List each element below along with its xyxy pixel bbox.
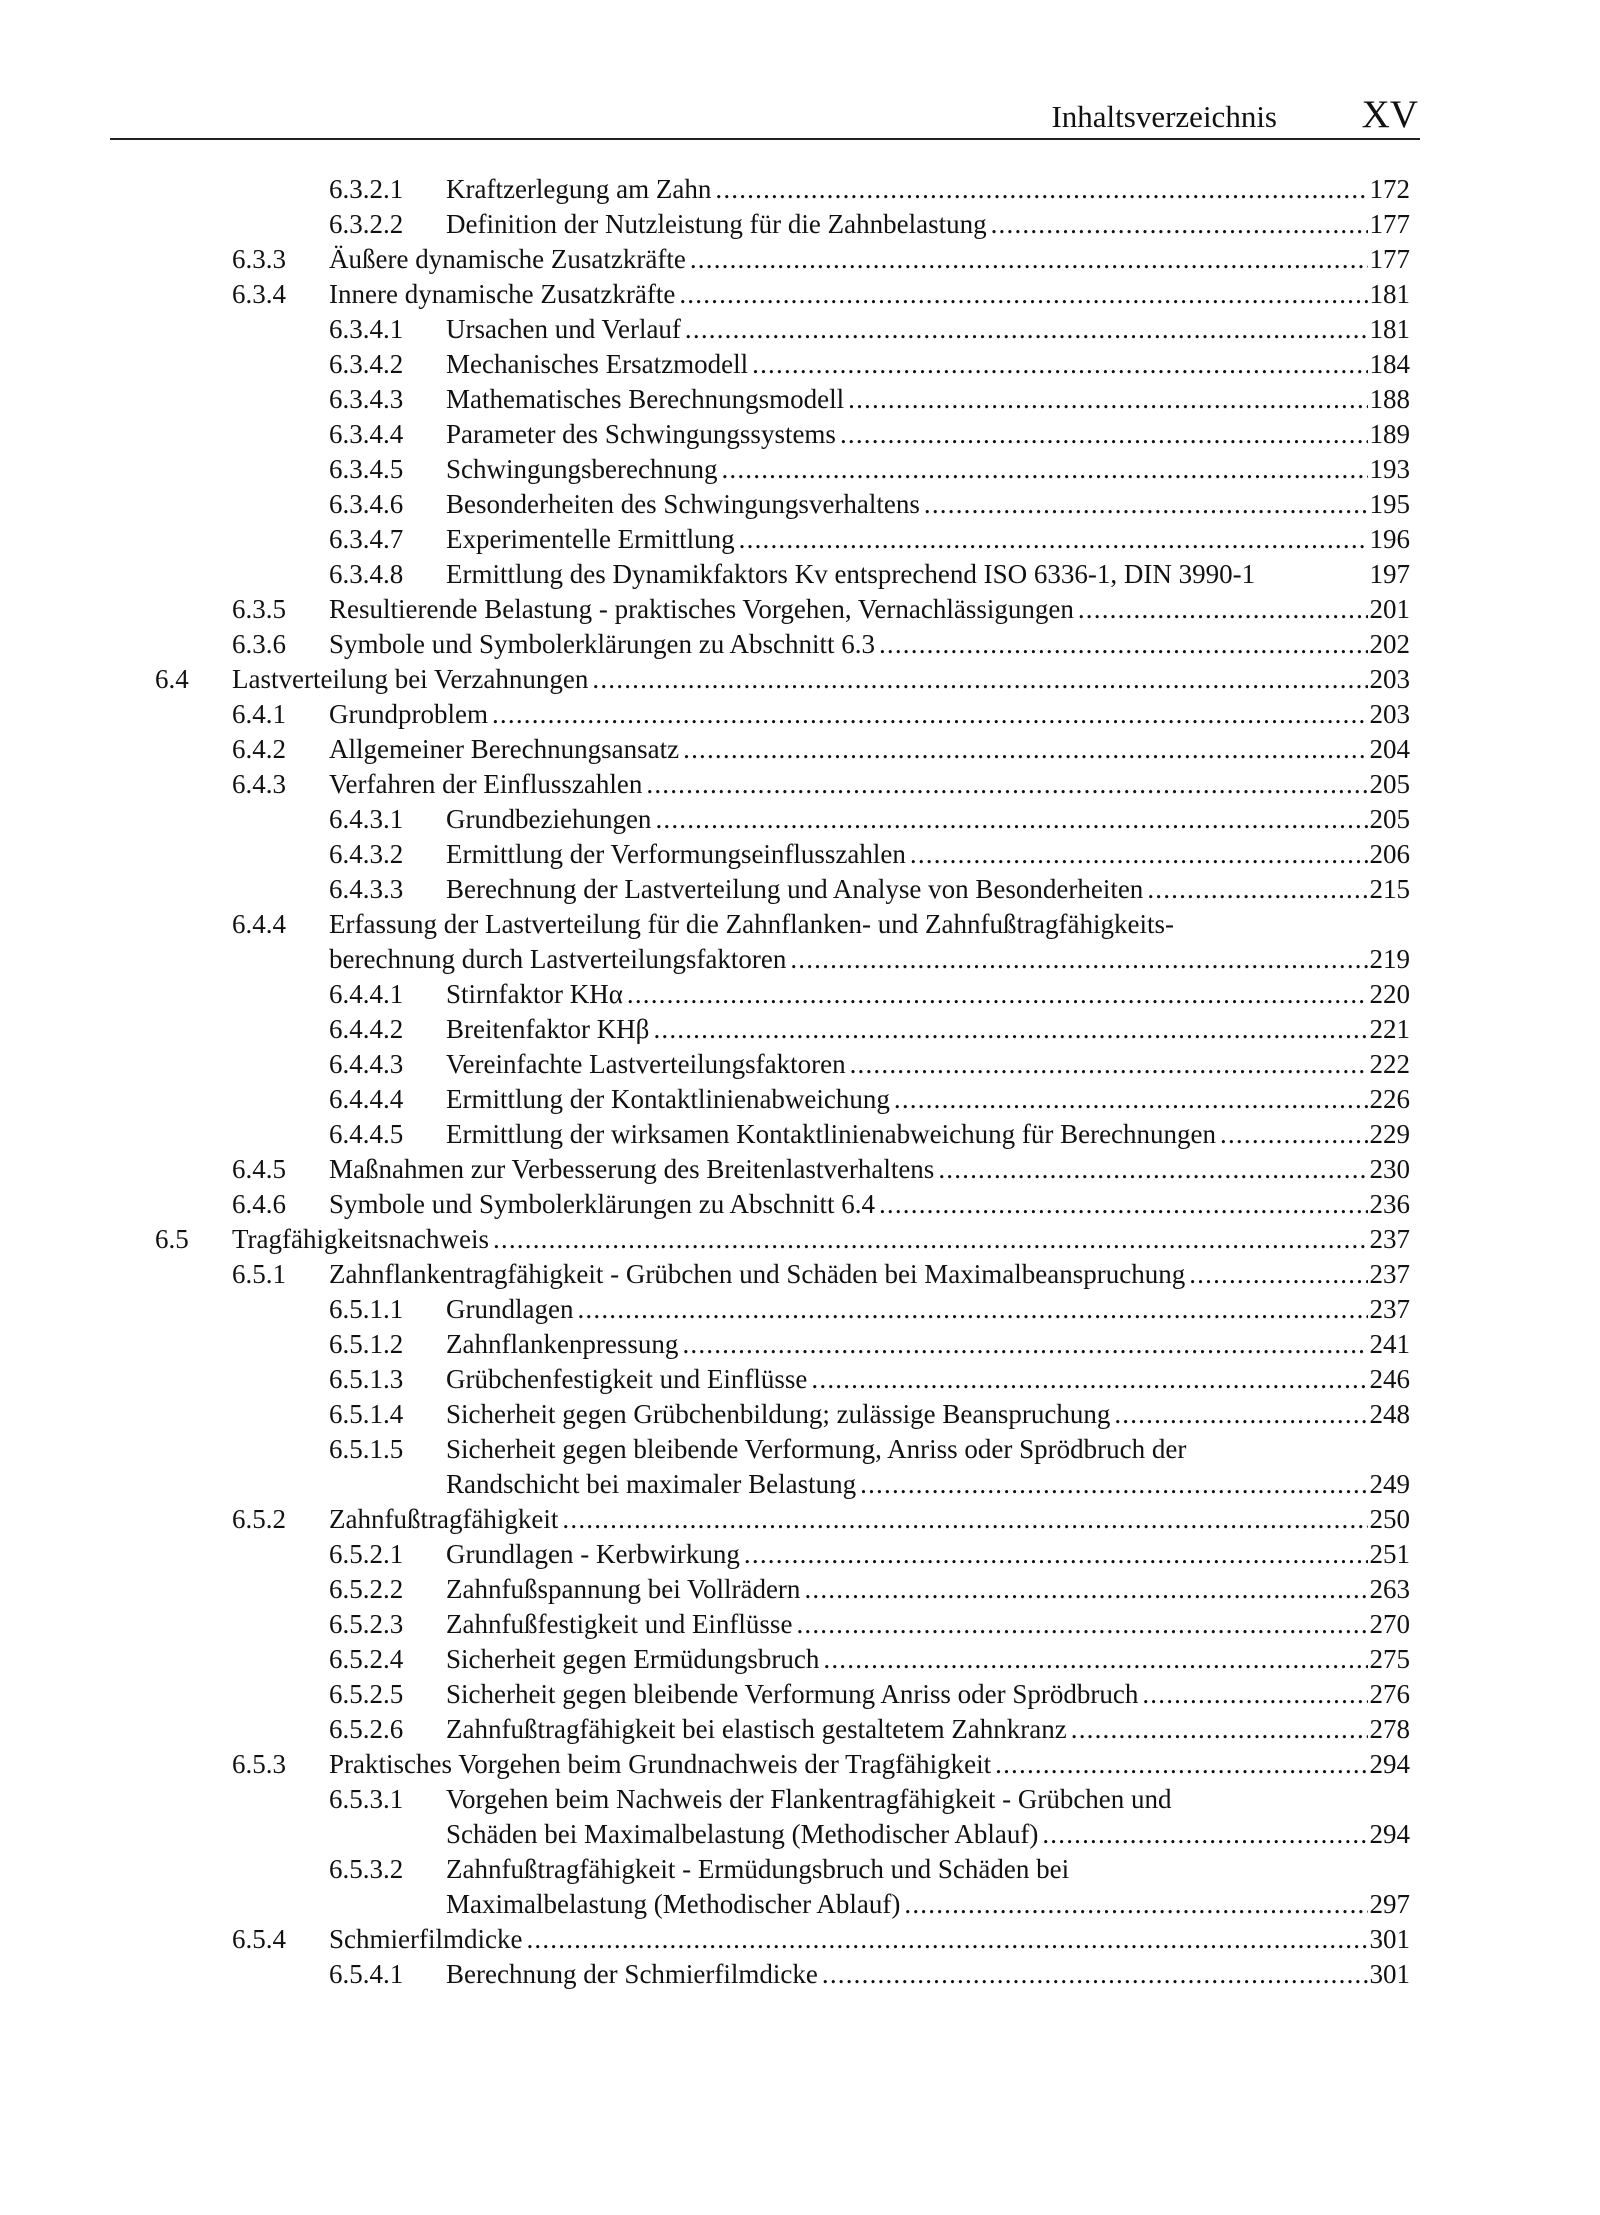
- toc-entry-title: Verfahren der Einflusszahlen: [329, 769, 643, 799]
- toc-entry-title: Resultierende Belastung - praktisches Vorgehen, Vernachlässigungen: [329, 594, 1074, 624]
- toc-entry-number: 6.5.1.3: [329, 1364, 404, 1394]
- toc-entry-title: Ermittlung der wirksamen Kontaktlinienabweichung für Berechnungen: [446, 1119, 1217, 1149]
- toc-entry-title: Maximalbelastung (Methodischer Ablauf): [446, 1889, 901, 1919]
- dot-leader: [685, 312, 1368, 347]
- toc-entry: [155, 277, 1410, 312]
- toc-entry-page: 301: [1369, 1959, 1410, 1989]
- toc-entry-number: 6.3.4: [232, 279, 286, 309]
- toc-entry: [155, 907, 1410, 942]
- toc-entry-title: Maßnahmen zur Verbesserung des Breitenlastverhaltens: [329, 1154, 935, 1184]
- dot-leader: [840, 417, 1368, 452]
- toc-entry-page: 251: [1369, 1539, 1410, 1569]
- toc-entry: [155, 522, 1410, 557]
- toc-entry-title: Ermittlung der Kontaktlinienabweichung: [446, 1084, 890, 1114]
- toc-entry-number: 6.5.2.3: [329, 1609, 404, 1639]
- toc-entry: [155, 347, 1410, 382]
- toc-entry-number: 6.5.2.6: [329, 1714, 404, 1744]
- toc-entry: [155, 1397, 1410, 1432]
- toc-entry-title: Sicherheit gegen Grübchenbildung; zulässige Beanspruchung: [446, 1399, 1111, 1429]
- toc-entry-number: 6.4: [155, 664, 189, 694]
- toc-entry-number: 6.5.2.2: [329, 1574, 404, 1604]
- toc-entry-page: 294: [1369, 1819, 1410, 1849]
- toc-entry-title: Ermittlung der Verformungseinflusszahlen: [446, 839, 906, 869]
- toc-entry-page: 215: [1369, 874, 1410, 904]
- toc-entry-number: 6.4.3.2: [329, 839, 404, 869]
- toc-entry-title: Zahnfußfestigkeit und Einflüsse: [446, 1609, 793, 1639]
- toc-entry-title: Erfassung der Lastverteilung für die Zahnflanken- und Zahnfußtragfähigkeits-: [329, 909, 1174, 939]
- toc-entry: [155, 627, 1410, 662]
- toc-entry-page: 197: [1369, 559, 1410, 589]
- toc-entry-title: Schmierfilmdicke: [329, 1924, 523, 1954]
- toc-entry-page: 193: [1369, 454, 1410, 484]
- toc-entry: [155, 697, 1410, 732]
- toc-entry-number: 6.5.1.1: [329, 1294, 404, 1324]
- toc-entry-title: Kraftzerlegung am Zahn: [446, 174, 712, 204]
- toc-entry-title: Grundbeziehungen: [446, 804, 652, 834]
- toc-entry: [155, 1222, 1410, 1257]
- toc-entry-page: 294: [1369, 1749, 1410, 1779]
- toc-entry-title: Stirnfaktor KHα: [446, 979, 623, 1009]
- toc-entry: [155, 382, 1410, 417]
- dot-leader: [811, 1362, 1367, 1397]
- dot-leader: [1071, 1712, 1368, 1747]
- toc-entry-title: Grundproblem: [329, 699, 488, 729]
- toc-entry-page: 276: [1369, 1679, 1410, 1709]
- toc-entry: [155, 1117, 1410, 1152]
- toc-entry-title: Berechnung der Schmierfilmdicke: [446, 1959, 818, 1989]
- toc-entry-title: Vereinfachte Lastverteilungsfaktoren: [446, 1049, 846, 1079]
- dot-leader: [904, 1887, 1367, 1922]
- toc-entry-number: 6.4.1: [232, 699, 286, 729]
- dot-leader: [682, 1327, 1367, 1362]
- toc-entry: [155, 1712, 1410, 1747]
- toc-entry-number: 6.3.4.4: [329, 419, 404, 449]
- toc-entry-page: 220: [1369, 979, 1410, 1009]
- toc-entry: [155, 1152, 1410, 1187]
- toc-entry: [155, 1817, 1410, 1852]
- toc-entry-title: Vorgehen beim Nachweis der Flankentragfähigkeit - Grübchen und: [446, 1784, 1172, 1814]
- dot-leader: [848, 382, 1367, 417]
- toc-entry: [155, 837, 1410, 872]
- toc-entry-title: berechnung durch Lastverteilungsfaktoren: [329, 944, 787, 974]
- dot-leader: [1189, 1257, 1367, 1292]
- toc-entry-page: 177: [1369, 209, 1410, 239]
- toc-entry-number: 6.5.3: [232, 1749, 286, 1779]
- dot-leader: [679, 277, 1367, 312]
- toc-entry-title: Ermittlung des Dynamikfaktors Kv entsprechend ISO 6336-1, DIN 3990-1: [446, 559, 1256, 589]
- toc-entry: [155, 1957, 1410, 1992]
- toc-entry-number: 6.5.2: [232, 1504, 286, 1534]
- toc-entry-page: 237: [1369, 1294, 1410, 1324]
- toc-entry: [155, 872, 1410, 907]
- dot-leader: [879, 627, 1368, 662]
- dot-leader: [850, 1047, 1368, 1082]
- toc-entry-title: Randschicht bei maximaler Belastung: [446, 1469, 857, 1499]
- toc-entry-number: 6.3.4.7: [329, 524, 404, 554]
- toc-entry-title: Definition der Nutzleistung für die Zahnbelastung: [446, 209, 987, 239]
- toc-entry-title: Mechanisches Ersatzmodell: [446, 349, 749, 379]
- toc-entry: [155, 1012, 1410, 1047]
- toc-entry-page: 250: [1369, 1504, 1410, 1534]
- toc-entry-number: 6.4.3.3: [329, 874, 404, 904]
- dot-leader: [721, 452, 1367, 487]
- toc-entry-page: 188: [1369, 384, 1410, 414]
- toc-entry: [155, 452, 1410, 487]
- toc-entry-title: Experimentelle Ermittlung: [446, 524, 735, 554]
- toc-entry-page: 204: [1369, 734, 1410, 764]
- toc-entry-number: 6.5.3.1: [329, 1784, 404, 1814]
- page-number: XV: [1361, 93, 1418, 136]
- dot-leader: [938, 1152, 1367, 1187]
- toc-entry-page: 230: [1369, 1154, 1410, 1184]
- toc-entry-page: 222: [1369, 1049, 1410, 1079]
- toc-entry: [155, 1887, 1410, 1922]
- toc-entry-page: 205: [1369, 804, 1410, 834]
- dot-leader: [715, 172, 1367, 207]
- dot-leader: [752, 347, 1367, 382]
- toc-entry-title: Lastverteilung bei Verzahnungen: [232, 664, 589, 694]
- toc-entry-page: 237: [1369, 1224, 1410, 1254]
- toc-entry-number: 6.5.1: [232, 1259, 286, 1289]
- toc-entry-page: 278: [1369, 1714, 1410, 1744]
- toc-entry-page: 203: [1369, 699, 1410, 729]
- dot-leader: [1142, 1677, 1367, 1712]
- toc-entry-title: Innere dynamische Zusatzkräfte: [329, 279, 676, 309]
- dot-leader: [924, 487, 1368, 522]
- toc-entry-number: 6.3.4.2: [329, 349, 404, 379]
- toc-entry-number: 6.5.4.1: [329, 1959, 404, 1989]
- dot-leader: [823, 1642, 1367, 1677]
- toc-entry: [155, 1467, 1410, 1502]
- table-of-contents: [155, 172, 1410, 1992]
- toc-entry-title: Sicherheit gegen bleibende Verformung Anriss oder Sprödbruch: [446, 1679, 1139, 1709]
- dot-leader: [744, 1537, 1368, 1572]
- toc-entry: [155, 312, 1410, 347]
- toc-entry-page: 205: [1369, 769, 1410, 799]
- dot-leader: [1114, 1397, 1367, 1432]
- toc-entry-page: 221: [1369, 1014, 1410, 1044]
- dot-leader: [1042, 1817, 1367, 1852]
- dot-leader: [1147, 872, 1367, 907]
- toc-entry: [155, 242, 1410, 277]
- toc-entry-title: Zahnfußtragfähigkeit bei elastisch gestaltetem Zahnkranz: [446, 1714, 1067, 1744]
- toc-entry-title: Zahnflankenpressung: [446, 1329, 679, 1359]
- toc-entry: [155, 1852, 1410, 1887]
- toc-entry: [155, 1782, 1410, 1817]
- toc-entry-page: 184: [1369, 349, 1410, 379]
- toc-entry-title: Grundlagen - Kerbwirkung: [446, 1539, 740, 1569]
- toc-entry-page: 202: [1369, 629, 1410, 659]
- toc-entry: [155, 662, 1410, 697]
- dot-leader: [1220, 1117, 1367, 1152]
- dot-leader: [860, 1467, 1367, 1502]
- toc-entry-number: 6.4.2: [232, 734, 286, 764]
- toc-entry: [155, 767, 1410, 802]
- toc-entry-page: 236: [1369, 1189, 1410, 1219]
- toc-entry-title: Symbole und Symbolerklärungen zu Abschnitt 6.3: [329, 629, 875, 659]
- dot-leader: [894, 1082, 1368, 1117]
- dot-leader: [796, 1607, 1367, 1642]
- toc-entry-number: 6.5.1.5: [329, 1434, 404, 1464]
- toc-entry-number: 6.5.1.4: [329, 1399, 404, 1429]
- toc-entry-title: Parameter des Schwingungssystems: [446, 419, 836, 449]
- toc-entry: [155, 732, 1410, 767]
- dot-leader: [577, 1292, 1367, 1327]
- toc-entry-title: Zahnfußtragfähigkeit - Ermüdungsbruch und Schäden bei: [446, 1854, 1070, 1884]
- toc-entry-number: 6.5.2.1: [329, 1539, 404, 1569]
- dot-leader: [526, 1922, 1367, 1957]
- toc-entry-title: Sicherheit gegen Ermüdungsbruch: [446, 1644, 820, 1674]
- toc-entry-number: 6.4.3.1: [329, 804, 404, 834]
- dot-leader: [1078, 592, 1368, 627]
- toc-entry-title: Schäden bei Maximalbelastung (Methodischer Ablauf): [446, 1819, 1039, 1849]
- toc-entry-number: 6.3.3: [232, 244, 286, 274]
- toc-entry-number: 6.4.6: [232, 1189, 286, 1219]
- toc-entry-page: 201: [1369, 594, 1410, 624]
- toc-entry-number: 6.3.4.1: [329, 314, 404, 344]
- toc-entry-number: 6.4.3: [232, 769, 286, 799]
- toc-entry-page: 203: [1369, 664, 1410, 694]
- toc-entry-page: 177: [1369, 244, 1410, 274]
- toc-entry: [155, 1502, 1410, 1537]
- toc-entry: [155, 1922, 1410, 1957]
- dot-leader: [790, 942, 1367, 977]
- toc-entry: [155, 1362, 1410, 1397]
- toc-entry-page: 241: [1369, 1329, 1410, 1359]
- toc-entry-number: 6.3.5: [232, 594, 286, 624]
- toc-entry-title: Praktisches Vorgehen beim Grundnachweis der Tragfähigkeit: [329, 1749, 992, 1779]
- toc-entry: [155, 802, 1410, 837]
- toc-entry: [155, 1642, 1410, 1677]
- toc-entry-title: Grundlagen: [446, 1294, 574, 1324]
- dot-leader: [655, 802, 1367, 837]
- toc-entry-page: 195: [1369, 489, 1410, 519]
- toc-entry-title: Äußere dynamische Zusatzkräfte: [329, 244, 686, 274]
- toc-entry-number: 6.4.4.2: [329, 1014, 404, 1044]
- toc-entry-page: 237: [1369, 1259, 1410, 1289]
- toc-entry-page: 275: [1369, 1644, 1410, 1674]
- toc-entry-title: Zahnflankentragfähigkeit - Grübchen und Schäden bei Maximalbeanspruchung: [329, 1259, 1186, 1289]
- toc-entry-page: 181: [1369, 314, 1410, 344]
- page-header: [110, 88, 1420, 140]
- dot-leader: [991, 207, 1368, 242]
- dot-leader: [690, 242, 1368, 277]
- toc-entry-page: 270: [1369, 1609, 1410, 1639]
- dot-leader: [492, 697, 1368, 732]
- toc-entry-page: 301: [1369, 1924, 1410, 1954]
- toc-entry-page: 246: [1369, 1364, 1410, 1394]
- dot-leader: [493, 1222, 1368, 1257]
- toc-entry-title: Grübchenfestigkeit und Einflüsse: [446, 1364, 808, 1394]
- dot-leader: [653, 1012, 1367, 1047]
- toc-entry: [155, 977, 1410, 1012]
- toc-entry-number: 6.3.2.2: [329, 209, 404, 239]
- toc-entry: [155, 1047, 1410, 1082]
- toc-entry-page: 206: [1369, 839, 1410, 869]
- toc-entry-number: 6.5.2.5: [329, 1679, 404, 1709]
- toc-entry-title: Zahnfußspannung bei Vollrädern: [446, 1574, 801, 1604]
- toc-entry: [155, 1432, 1410, 1467]
- toc-entry: [155, 487, 1410, 522]
- toc-entry-page: 248: [1369, 1399, 1410, 1429]
- dot-leader: [627, 977, 1368, 1012]
- toc-entry-title: Mathematisches Berechnungsmodell: [446, 384, 845, 414]
- toc-entry-page: 226: [1369, 1084, 1410, 1114]
- toc-entry-number: 6.5.2.4: [329, 1644, 404, 1674]
- toc-entry-number: 6.4.4: [232, 909, 286, 939]
- toc-entry-page: 181: [1369, 279, 1410, 309]
- toc-entry: [155, 557, 1410, 592]
- toc-entry-page: 297: [1369, 1889, 1410, 1919]
- dot-leader: [683, 732, 1367, 767]
- toc-entry-number: 6.5.1.2: [329, 1329, 404, 1359]
- toc-entry: [155, 1537, 1410, 1572]
- toc-entry: [155, 417, 1410, 452]
- toc-entry-number: 6.5.4: [232, 1924, 286, 1954]
- toc-entry-number: 6.5.3.2: [329, 1854, 404, 1884]
- toc-entry-number: 6.3.4.8: [329, 559, 404, 589]
- toc-entry: [155, 1572, 1410, 1607]
- toc-entry: [155, 207, 1410, 242]
- toc-entry-title: Symbole und Symbolerklärungen zu Abschnitt 6.4: [329, 1189, 875, 1219]
- toc-entry-number: 6.5: [155, 1224, 189, 1254]
- toc-entry-title: Breitenfaktor KHβ: [446, 1014, 650, 1044]
- dot-leader: [592, 662, 1367, 697]
- dot-leader: [995, 1747, 1367, 1782]
- toc-entry-number: 6.4.4.4: [329, 1084, 404, 1114]
- toc-entry: [155, 1187, 1410, 1222]
- toc-entry: [155, 1677, 1410, 1712]
- dot-leader: [739, 522, 1368, 557]
- dot-leader: [646, 767, 1367, 802]
- toc-entry: [155, 1607, 1410, 1642]
- toc-entry-number: 6.4.4.5: [329, 1119, 404, 1149]
- toc-entry-page: 189: [1369, 419, 1410, 449]
- toc-entry-title: Schwingungsberechnung: [446, 454, 718, 484]
- toc-entry-title: Berechnung der Lastverteilung und Analyse von Besonderheiten: [446, 874, 1144, 904]
- toc-entry-title: Allgemeiner Berechnungsansatz: [329, 734, 680, 764]
- toc-entry-number: 6.3.4.3: [329, 384, 404, 414]
- toc-entry: [155, 1292, 1410, 1327]
- toc-entry-number: 6.4.4.1: [329, 979, 404, 1009]
- toc-entry-page: 249: [1369, 1469, 1410, 1499]
- dot-leader: [910, 837, 1368, 872]
- dot-leader: [562, 1502, 1367, 1537]
- toc-entry-number: 6.3.4.5: [329, 454, 404, 484]
- toc-entry: [155, 1257, 1410, 1292]
- toc-entry-number: 6.4.5: [232, 1154, 286, 1184]
- dot-leader: [804, 1572, 1367, 1607]
- toc-entry-title: Besonderheiten des Schwingungsverhaltens: [446, 489, 920, 519]
- toc-entry: [155, 172, 1410, 207]
- dot-leader: [822, 1957, 1368, 1992]
- toc-entry-number: 6.3.6: [232, 629, 286, 659]
- toc-entry: [155, 1747, 1410, 1782]
- toc-entry-number: 6.3.2.1: [329, 174, 404, 204]
- toc-entry-title: Zahnfußtragfähigkeit: [329, 1504, 559, 1534]
- toc-entry: [155, 592, 1410, 627]
- toc-entry-page: 172: [1369, 174, 1410, 204]
- toc-entry-page: 219: [1369, 944, 1410, 974]
- running-title: Inhaltsverzeichnis: [1051, 99, 1277, 134]
- toc-entry: [155, 942, 1410, 977]
- toc-entry-title: Tragfähigkeitsnachweis: [232, 1224, 489, 1254]
- toc-entry-number: 6.3.4.6: [329, 489, 404, 519]
- toc-entry: [155, 1327, 1410, 1362]
- dot-leader: [879, 1187, 1368, 1222]
- toc-entry-page: 263: [1369, 1574, 1410, 1604]
- toc-entry-title: Sicherheit gegen bleibende Verformung, Anriss oder Sprödbruch der: [446, 1434, 1187, 1464]
- toc-entry-title: Ursachen und Verlauf: [446, 314, 681, 344]
- toc-entry-number: 6.4.4.3: [329, 1049, 404, 1079]
- toc-entry-page: 229: [1369, 1119, 1410, 1149]
- toc-entry-page: 196: [1369, 524, 1410, 554]
- toc-entry: [155, 1082, 1410, 1117]
